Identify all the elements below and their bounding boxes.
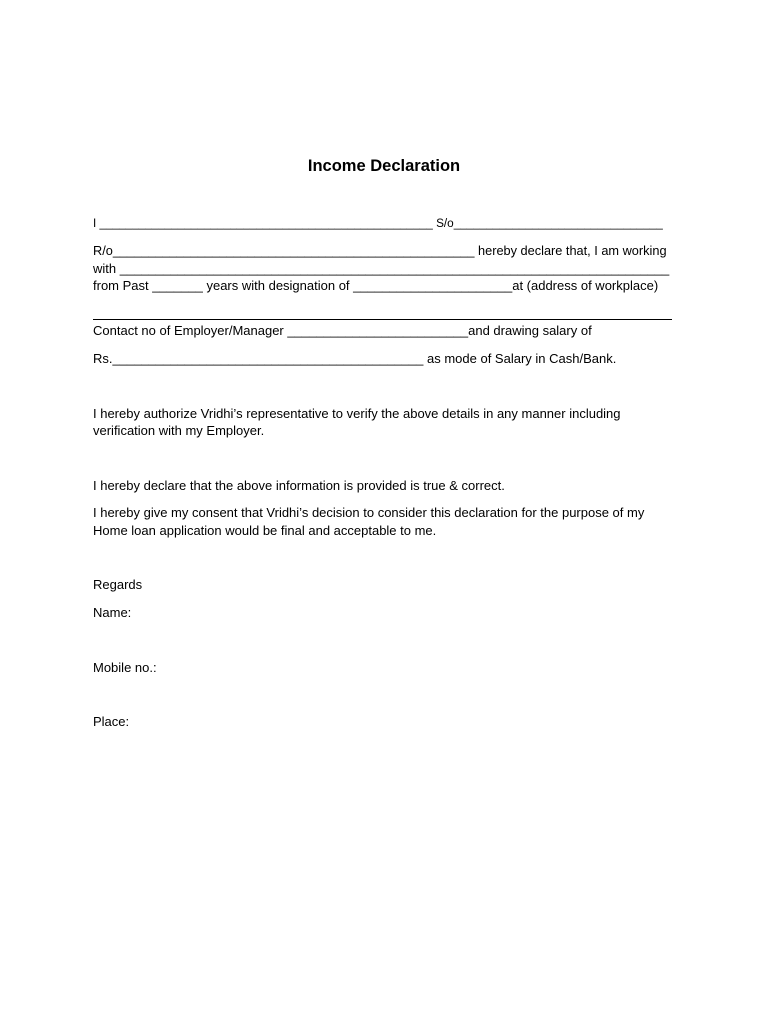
document-title: Income Declaration	[307, 157, 461, 175]
form-line-contact: Contact no of Employer/Manager _________________________and drawing salary of	[93, 323, 592, 338]
regards-text: Regards	[93, 577, 143, 592]
form-line-name: I ___________________________________________________ S/o________________________________	[93, 217, 663, 230]
form-line-employer: with ____________________________________________________________________________	[93, 261, 670, 276]
workplace-address-blank	[93, 319, 672, 320]
name-label: Name:	[93, 605, 132, 620]
authorization-line-2: verification with my Employer.	[93, 423, 265, 438]
form-line-designation: from Past _______ years with designation of ______________________at (address of workplace)	[93, 278, 659, 293]
mobile-label: Mobile no.:	[93, 660, 157, 675]
place-label: Place:	[93, 714, 130, 729]
form-line-residence: R/o___________________________________________________ hereby declare that, I am working	[93, 243, 667, 258]
consent-line-1: I hereby give my consent that Vridhi’s decision to consider this declaration for the purpose of my	[93, 505, 645, 520]
declaration-statement: I hereby declare that the above information is provided is true & correct.	[93, 478, 505, 493]
form-line-salary: Rs.___________________________________________ as mode of Salary in Cash/Bank.	[93, 351, 617, 366]
consent-line-2: Home loan application would be final and acceptable to me.	[93, 523, 437, 538]
authorization-line-1: I hereby authorize Vridhi’s representative to verify the above details in any manner including	[93, 406, 621, 421]
